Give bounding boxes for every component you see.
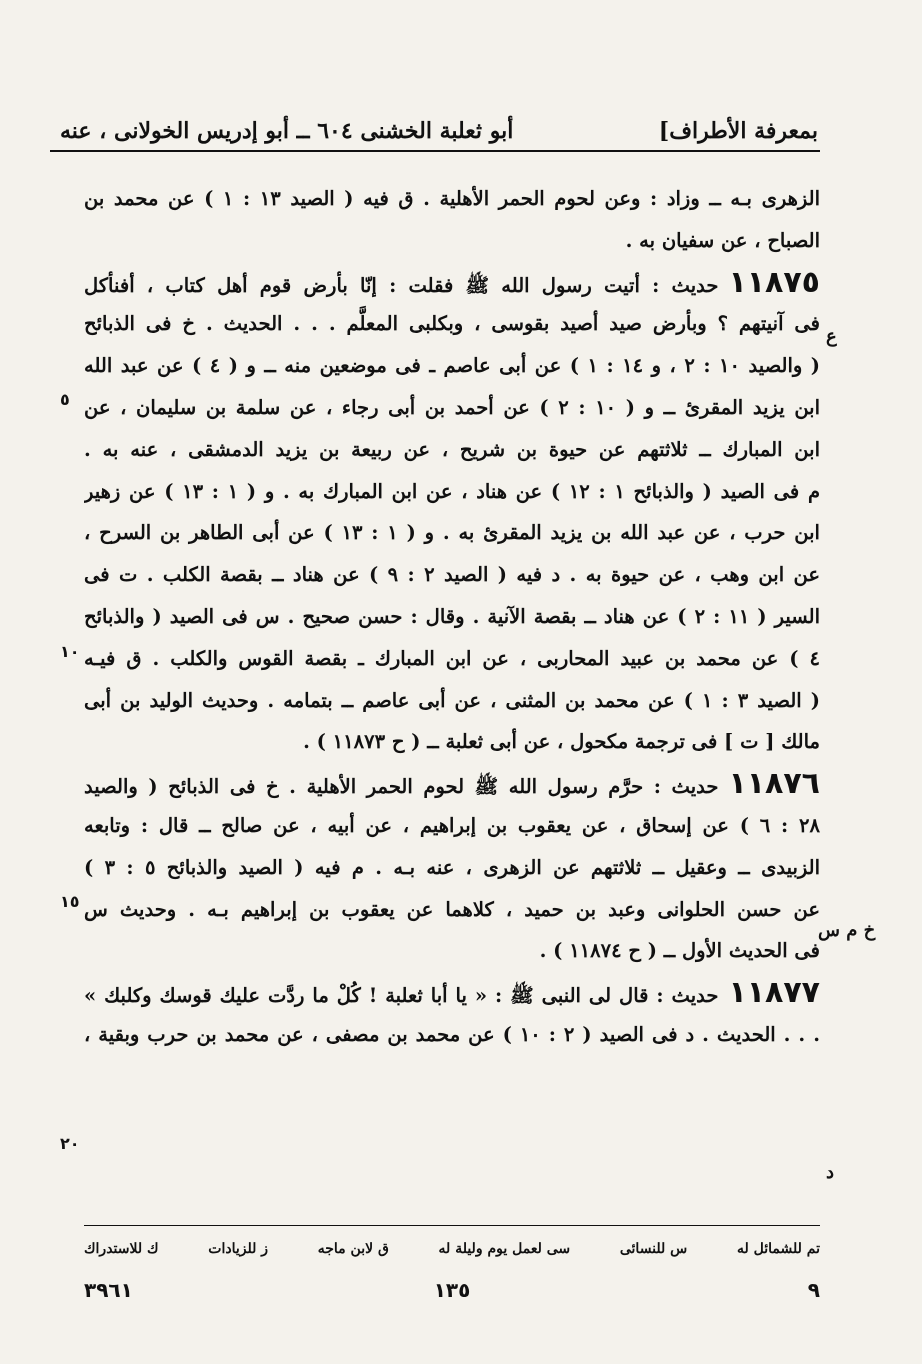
legend-item: ق لابن ماجه (317, 1241, 389, 1257)
text-line: عن ابن وهب ، عن حيوة به . د فيه ( الصيد ٢ : ٩ ) عن هناد ــ بقصة الكلب . ت فى (84, 563, 820, 587)
text-line: عن حسن الحلوانى وعبد بن حميد ، كلاهما عن يعقوب بن إبراهيم بـه . وحديث س (84, 897, 820, 921)
text-line: حديث : حرَّم رسول الله ﷺ لحوم الحمر الأهلية . خ فى الذبائح ( والصيد (84, 775, 719, 799)
text-line: ( والصيد ١٠ : ٢ ، و ١٤ : ١ ) عن أبى عاصم ـ فى موضعين منه ــ و ( ٤ ) عن عبد الله (84, 354, 820, 378)
margin-siglum: ع (826, 326, 837, 347)
running-header (60, 96, 818, 144)
signature-number: ٩ (807, 1278, 820, 1302)
footer-rule (84, 1225, 820, 1226)
body-text (84, 178, 820, 1056)
text-line: فى آنيتهم ؟ وبأرض صيد أصيد بقوسى ، وبكلبى المعلَّم . . . الحديث . خ فى الذبائح (84, 312, 820, 336)
hadith-line (84, 262, 820, 304)
text-line: الصباح ، عن سفيان به . (625, 228, 820, 252)
text-line: ابن يزيد المقرئ ــ و ( ١٠ : ٢ ) عن أحمد بن أبى رجاء ، عن سلمة بن سليمان ، عن (84, 395, 820, 419)
line-counter: ٢٠ (60, 1134, 80, 1153)
text-line: السير ( ١١ : ٢ ) عن هناد ــ بقصة الآنية . وقال : حسن صحيح . س فى الصيد ( والذبائح (84, 604, 820, 628)
header-center: أبو ثعلبة الخشنى ٦٠٤ ــ أبو إدريس الخولانى ، عنه (60, 118, 514, 144)
text-line: م فى الصيد ( والذبائح ١ : ١٢ ) عن هناد ، عن ابن المبارك به . و ( ١ : ١٣ ) عن زهير (84, 479, 820, 503)
text-line: فى الحديث الأول ــ ( ح ١١٨٧٤ ) . (539, 939, 820, 963)
text-line: حديث : قال لى النبى ﷺ : « يا أبا ثعلبة ! كُلْ ما ردَّت عليك قوسك وكلبك » (84, 984, 719, 1008)
header-right: بمعرفة الأطراف] (658, 118, 818, 144)
text-line: مالك [ ت ] فى ترجمة مكحول ، عن أبى ثعلبة ــ ( ح ١١٨٧٣ ) . (303, 730, 820, 754)
page-numbers (84, 1278, 820, 1308)
cumulative-number: ٣٩٦١ (84, 1278, 133, 1302)
text-line: ابن حرب ، عن عبد الله بن يزيد المقرئ به . و ( ١ : ١٣ ) عن أبى الطاهر بن السرح ، (84, 521, 820, 545)
hadith-number: ١١٨٧٥ (728, 264, 820, 300)
legend-item: س للنسائى (619, 1241, 688, 1257)
hadith-line (84, 972, 820, 1014)
hadith-number: ١١٨٧٧ (728, 975, 820, 1011)
hadith-line (84, 763, 820, 805)
page-number: ١٣٥ (433, 1278, 471, 1302)
text-line: حديث : أتيت رسول الله ﷺ فقلت : إنّا بأرض قوم أهل كتاب ، أفنأكل (84, 273, 719, 297)
text-line: ( الصيد ٣ : ١ ) عن محمد بن المثنى ، عن أبى عاصم ــ بتمامه . وحديث الوليد بن أبى (84, 688, 820, 712)
header-rule (50, 150, 820, 152)
sigla-legend (84, 1236, 820, 1262)
margin-siglum: د (826, 1162, 835, 1183)
text-line: الزبيدى ــ وعقيل ــ ثلاثتهم عن الزهرى ، عنه بـه . م فيه ( الصيد والذبائح ٥ : ٣ ) (84, 855, 820, 879)
text-line: ابن المبارك ــ ثلاثتهم عن حيوة بن شريح ، عن ربيعة بن يزيد الدمشقى ، عنه به . (84, 437, 820, 461)
legend-item: ز للزيادات (208, 1241, 268, 1257)
text-line: الزهرى بـه ــ وزاد : وعن لحوم الحمر الأهلية . ق فيه ( الصيد ١٣ : ١ ) عن محمد بن (84, 187, 820, 210)
line-counter: ١٠ (60, 642, 80, 661)
margin-siglum: خ م س (818, 920, 876, 941)
line-counter: ٥ (60, 390, 70, 409)
text-line: ٤ ) عن محمد بن عبيد المحاربى ، عن ابن المبارك ـ بقصة القوس والكلب . ق فيـه (84, 646, 820, 670)
legend-item: سى لعمل يوم وليلة له (438, 1241, 571, 1257)
text-line: . . . الحديث . د فى الصيد ( ٢ : ١٠ ) عن محمد بن مصفى ، عن محمد بن حرب وبقية ، (84, 1022, 820, 1046)
legend-item: ك للاستدراك (84, 1241, 159, 1257)
hadith-number: ١١٨٧٦ (728, 766, 820, 802)
line-counter: ١٥ (60, 892, 80, 911)
legend-item: تم للشمائل له (737, 1241, 820, 1257)
text-line: ٢٨ : ٦ ) عن إسحاق ، عن يعقوب بن إبراهيم ، عن أبيه ، عن صالح ــ قال : وتابعه (84, 813, 820, 837)
